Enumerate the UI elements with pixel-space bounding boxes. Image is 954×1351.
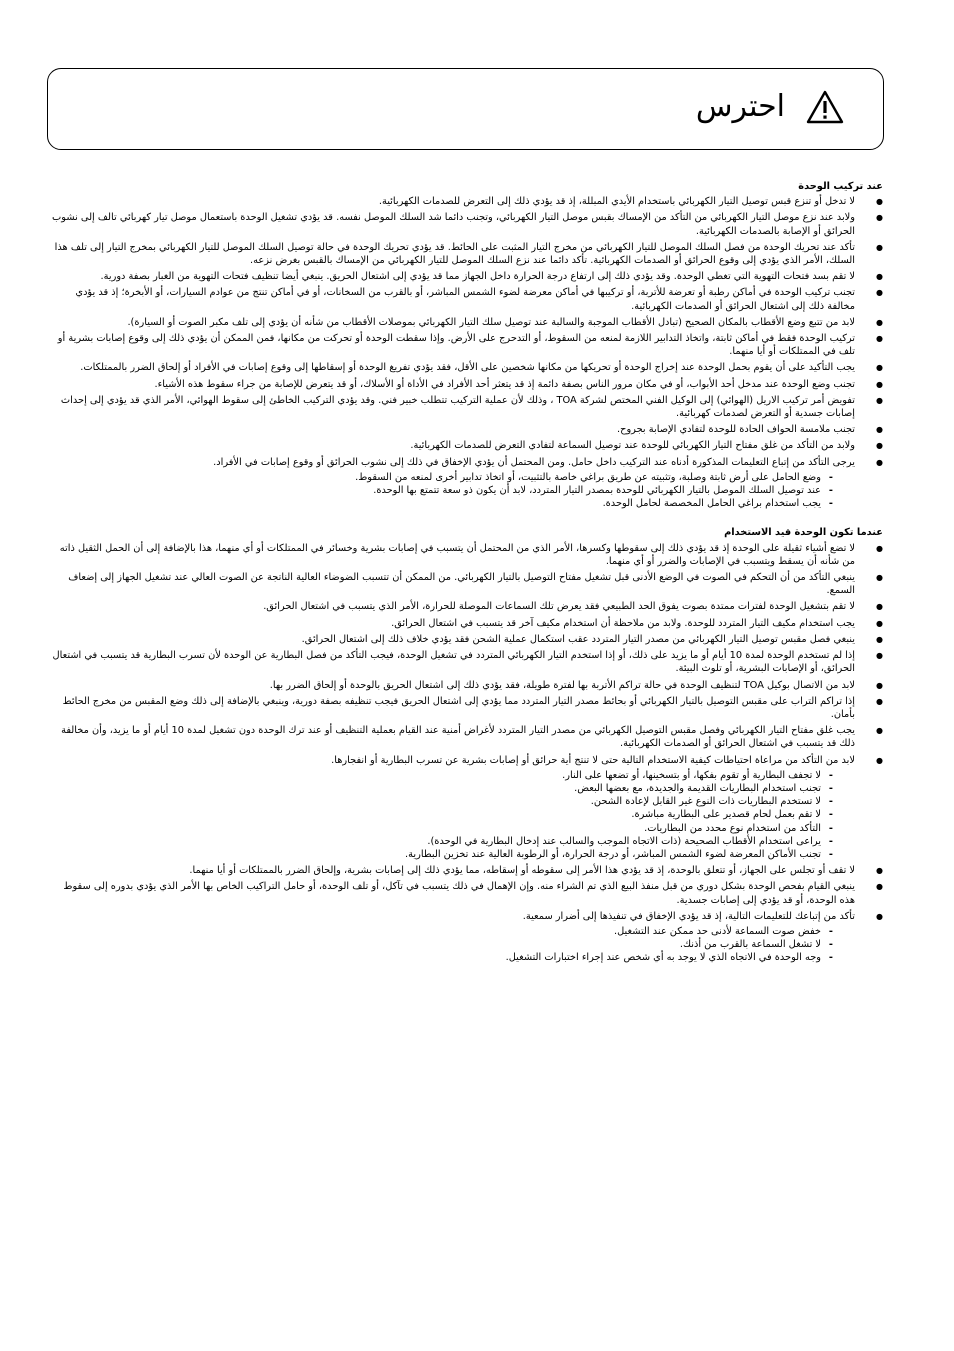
sub-list-item: - لا تجفف البطارية أو تقوم بفكها، أو بتسخينها، أو تضعها على النار. — [47, 769, 855, 782]
list-item — [47, 724, 885, 750]
list-item — [47, 316, 885, 329]
sub-list-item: - تجنب استخدام البطاريات القديمة والجديدة، مع بعضها البعض. — [47, 782, 855, 795]
list-item — [47, 439, 885, 452]
list-item-text: لا تضع أشياء ثقيلة على الوحدة إذ قد يؤدي ذلك إلى سقوطها وكسرها، الأمر الذي من المحتمل أن يتسبب في إصابات بشرية وخسائر في الممتلكات أو أي منهما، هذا بالإضافة إلى أن الحمل الثقيل ذاته من شأنه أن يسقط ويتسبب في الإصابات والضرر أو أي منهما. — [59, 542, 855, 567]
sub-list — [47, 769, 855, 861]
list-item — [47, 571, 885, 597]
list-item-text: تجنب تركيب الوحدة في أماكن رطبة أو تعرضة للأتربة، أو تركيبها في أماكن معرضة لضوء الشمس المباشر، أو بالقرب من السخانات، أو في أماكن تنتج من عوادم السيارات، أو الأبخرة؛ إذ قد يؤدي مخالفة ذلك إلى اشتعال الحرائق أو الصدمات الكهربائية. — [75, 287, 855, 312]
list-item-text: تأكد من إتباعك للتعليمات التالية، إذ قد يؤدي الإخفاق في تنفيذها إلى أضرار سمعية. — [522, 910, 855, 922]
list-item-text: إذا لم تستخدم الوحدة لمدة 10 أيام أو ما يزيد على ذلك، أو إذا استخدم التيار الكهربائي المتردد في تشغيل الوحدة، فيجب التأكد من فصل البطارية عن الوحدة لأن تسرب البطارية قد يتسبب في اشتعال الحرائق، أو الإصابات البشرية، أو تلوث البيئة. — [52, 650, 855, 675]
list-item-text: ولابد عند نزع موصل التيار الكهربائي من التأكد من الإمساك بقبس موصل التيار الكهربائي، وتجنب دائما شد السلك الموصل نفسه. قد يؤدي تشغيل الوحدة باستعمال موصل تيار كهربائي تالف إلى نشوب الحرائق أو الإصابة بالصدمات الكهربائية. — [52, 212, 855, 237]
list-item — [47, 633, 885, 646]
list-item — [47, 241, 885, 267]
sub-list-item: - يجب استخدام براغي الحامل المخصصة لحامل الوحدة. — [47, 497, 855, 510]
section-title: عندما تكون الوحدة قيد الاستخدام — [724, 527, 883, 539]
bullet-list — [47, 195, 885, 510]
sub-list-item: - لا تشغل السماعة بالقرب من أذنك. — [47, 938, 855, 951]
list-item — [47, 286, 885, 312]
sub-list-item: - تجنب الأماكن المعرضة لضوء الشمس المباشر، أو درجة الحرارة، أو الرطوبة العالية عند تخزين البطارية. — [47, 848, 855, 861]
list-item-text: لا تقم بسد فتحات التهوية التي تغطي الوحدة. وقد يؤدي ذلك إلى ارتفاع درجة الحرارة داخل الجهاز مما قد يؤدي إلى اشتعال الحريق. ينبغي أيضا تنظيف فتحات التهوية من الغبار بصفة دورية. — [100, 271, 855, 283]
sub-list-item: - عند توصيل السلك الموصل بالتيار الكهربائي للوحدة بمصدر التيار المتردد، لابد أن يكون ذو سعة تتمتع بها الوحدة. — [47, 484, 855, 497]
sub-list-item: - لا تقم بعمل لحام قصدير على البطارية مباشرة. — [47, 808, 855, 821]
list-item — [47, 679, 885, 692]
list-item — [47, 394, 885, 420]
list-item-text: ينبغي القيام بفحص الوحدة بشكل دوري من قبل منفذ البيع الذي تم الشراء منه. وإن الإهمال في ذلك يتسبب في تآكل، أو تلف الوحدة، أو حامل التراكيب الخاص بها الأمر الذي يؤدي بدوره إلى سقوط هذه الوحدة، أو قد يؤدي إلى إصابات جسدية. — [63, 881, 855, 906]
list-item — [47, 423, 885, 436]
list-item-text: ولابد من التأكد من غلق مفتاح التيار الكهربائي للوحدة عند توصيل السماعة لتفادي التعرض للصدمات الكهربائية. — [410, 440, 855, 452]
list-item-text: تفويض أمر تركيب الاريل (الهوائي) إلى الوكيل الفني المختص لشركة TOA ، وذلك لأن عملية التركيب تتطلب خبير فني. وقد يؤدي التركيب الخاطئ إلى سقوط الهوائي، الأمر الذي قد يؤدي إلى إحداث إصابات جسدية أو التعرض لصدمات كهربائية. — [60, 394, 855, 420]
section-title: عند تركيب الوحدة — [798, 181, 883, 192]
list-item — [47, 617, 885, 630]
list-item — [47, 649, 885, 675]
list-item-text: لا تقم بتشغيل الوحدة لفترات ممتدة بصوت يفوق الحد الطبيعي فقد يعرض تلك السماعات الموصلة للحرارة، الأمر الذي يتسبب في اشتعال الحرائق. — [263, 601, 855, 613]
document-body — [47, 180, 885, 968]
list-item — [47, 456, 885, 511]
list-item-text: لابد من تتبع وضع الأقطاب بالمكان الصحيح (تبادل الأقطاب الموجبة والسالبة عند توصيل سلك التيار الكهربائي بموصلات الأقطاب من شأنه أن يؤدي إلى تلف مكبر الصوت أو السيارة). — [127, 316, 855, 328]
warning-triangle-icon — [805, 89, 845, 125]
caution-title: احترس — [695, 89, 785, 124]
list-item — [47, 332, 885, 358]
list-item — [47, 695, 885, 721]
list-item — [47, 910, 885, 965]
list-item — [47, 864, 885, 877]
list-item-text: تأكد عند تحريك الوحدة من فصل السلك الموصل للتيار الكهربائي من مخرج التيار المثبت على الحائط. قد يؤدي تحريك الوحدة في حالة توصيل السلك الموصل للتيار الكهربائي بمخرج التيار إلى تلف هذا السلك، الأمر الذي يؤدي إلى وقوع الحرائق أو الصدمات الكهربائية. تأكد دائما عند نزع السلك الموصل للتيار الكهربائي من الإمساك بالقبس بغرض نزعه. — [54, 241, 855, 267]
sub-list — [47, 471, 855, 511]
list-item-text: لا تدخل أو تنزع قبس توصيل التيار الكهربائي باستخدام الأيدي المبللة، إذ قد يؤدي ذلك إلى التعرض للصدمات الكهربائية. — [378, 196, 855, 208]
sub-list-item: - وجه الوحدة في الاتجاه الذي لا يوجد به أي شخص عند إجراء اختبارات التشغيل. — [47, 951, 855, 964]
list-item-text: تجنب ملامسة الحواف الحادة للوحدة لتفادي الإصابة بجروح. — [617, 424, 855, 436]
list-item-text: ينبغي التأكد من أن التحكم في الصوت في الوضع الأدنى قبل تشغيل مفتاح التوصيل بالتيار الكهربائي. من الممكن أن تتسبب الضوضاء العالية الناتجة عن الصوت العالي عند تشغيل الجهاز إلى إضعاف السمع. — [68, 572, 855, 597]
sub-list-item: - وضع الحامل على أرض ثابتة وصلبة، وتثبيته عن طريق براغي خاصة بالتثبيت، أو اتخاذ تدابير أخرى لمنعه من السقوط. — [47, 471, 855, 484]
list-item-text: ينبغي فصل مقبس توصيل التيار الكهربائي من مصدر التيار المتردد عقب استكمال عملية الشحن فقد يؤدي خلاف ذلك إلى اشتعال الحرائق. — [301, 633, 855, 645]
sub-list-item: - يراعى استخدام الأقطاب الصحيحة (ذات الاتجاه الموجب والسالب عند إدخال البطارية في الوحدة). — [47, 835, 855, 848]
list-item-text: تجنب وضع الوحدة عند مدخل أحد الأبواب، أو في مكان مرور الناس بصفة دائمة إذ قد يتعثر أحد الأفراد في الأداة أو الأسلاك، أو قد يتعرض للإصابة من جراء سقوط هذه الأشياء. — [154, 378, 855, 390]
caution-header — [696, 87, 845, 127]
list-item-text: لابد من الاتصال بوكيل TOA لتنظيف الوحدة في حالة تراكم الأتربة بها لفترة طويلة، فقد يؤدي ذلك إلى اشتعال الحريق بالوحدة أو إلحاق الضرر بها. — [269, 679, 855, 691]
sub-list-item: - التأكد من استخدام نوع محدد من البطاريات. — [47, 822, 855, 835]
list-item — [47, 378, 885, 391]
list-item — [47, 211, 885, 237]
list-item-text: لا تقف أو تجلس على الجهاز، أو تتعلق بالوحدة، إذ قد يؤدي هذا الأمر إلى سقوطه أو إسقاطه، مما يؤدي ذلك إلى إصابات بشرية، وإلحاق الضرر بالممتلكات أو أيا منهما. — [189, 865, 855, 877]
sub-list-item: - لا تستخدم البطاريات ذات النوع غير القابل لإعادة الشحن. — [47, 795, 855, 808]
list-item-text: تركيب الوحدة فقط في أماكن ثابتة، واتخاذ التدابير اللازمة لمنعه من السقوط، أو التدحرج على الأرض. وإذا سقطت الوحدة أو تحركت من مكانها، فمن الممكن أن يؤدي ذلك إلى وقوع إصابات بشرية أو تلف في الممتلكات أو أيا منهما. — [57, 333, 855, 358]
list-item — [47, 270, 885, 283]
bullet-list — [47, 542, 885, 965]
sub-list-item: - خفض صوت السماعة لأدنى حد ممكن عند التشغيل. — [47, 925, 855, 938]
list-item-text: يجب التأكيد على أن يقوم بحمل الوحدة عند إخراج الوحدة أو تحريكها من مكانها شخصين على الأقل، فقد يؤدي تفريغ الوحدة أو إسقاطها إلى وقوع إصابات في الأفراد أو إلحاق الضرر بالممتلكات. — [80, 362, 855, 374]
list-item — [47, 542, 885, 568]
caution-banner — [47, 68, 884, 150]
list-item — [47, 361, 885, 374]
list-item — [47, 880, 885, 906]
list-item-text: يرجى التأكد من إتباع التعليمات المذكورة أدناه عند التركيب داخل حامل. ومن المحتمل أن يؤدي الإخفاق في ذلك إلى نشوب الحرائق أو وقوع إصابات في الأفراد. — [213, 456, 855, 468]
list-item-text: إذا تراكم التراب على مقبس التوصيل بالتيار الكهربائي أو بحائط مصدر التيار المتردد مما يؤدي إلى اشتعال الحريق فيجب تنظيفه بصفة دورية، وينبغي بالإضافة إلى ذلك وضع المقبس من مخرج الحائط بأمان. — [62, 695, 855, 720]
list-item-text: يجب غلق مفتاح التيار الكهربائي وفصل مقبس التوصيل الكهربائي من مصدر التيار المتردد لأغراض أمنية عند القيام بعملية التنظيف أو عند ترك الوحدة دون تشغيل لمدة 10 أيام أو ما يزيد، وأن مخالفة ذلك قد يتسبب في اشتعال الحرائق أو الصدمات الكهربائية. — [61, 725, 855, 750]
sub-list — [47, 925, 855, 965]
list-item-text: لابد من التأكد من مراعاة احتياطات كيفية الاستخدام التالية حتى لا تنتج أية حرائق أو إصابات بشرية عن تسرب البطارية أو انفجارها. — [331, 754, 855, 766]
list-item — [47, 600, 885, 613]
list-item-text: يجب استخدام مكيف التيار المتردد للوحدة. ولابد من ملاحظة أن استخدام مكيف آخر قد يتسبب في اشتعال الحرائق. — [391, 617, 855, 629]
list-item — [47, 195, 885, 208]
list-item — [47, 754, 885, 862]
